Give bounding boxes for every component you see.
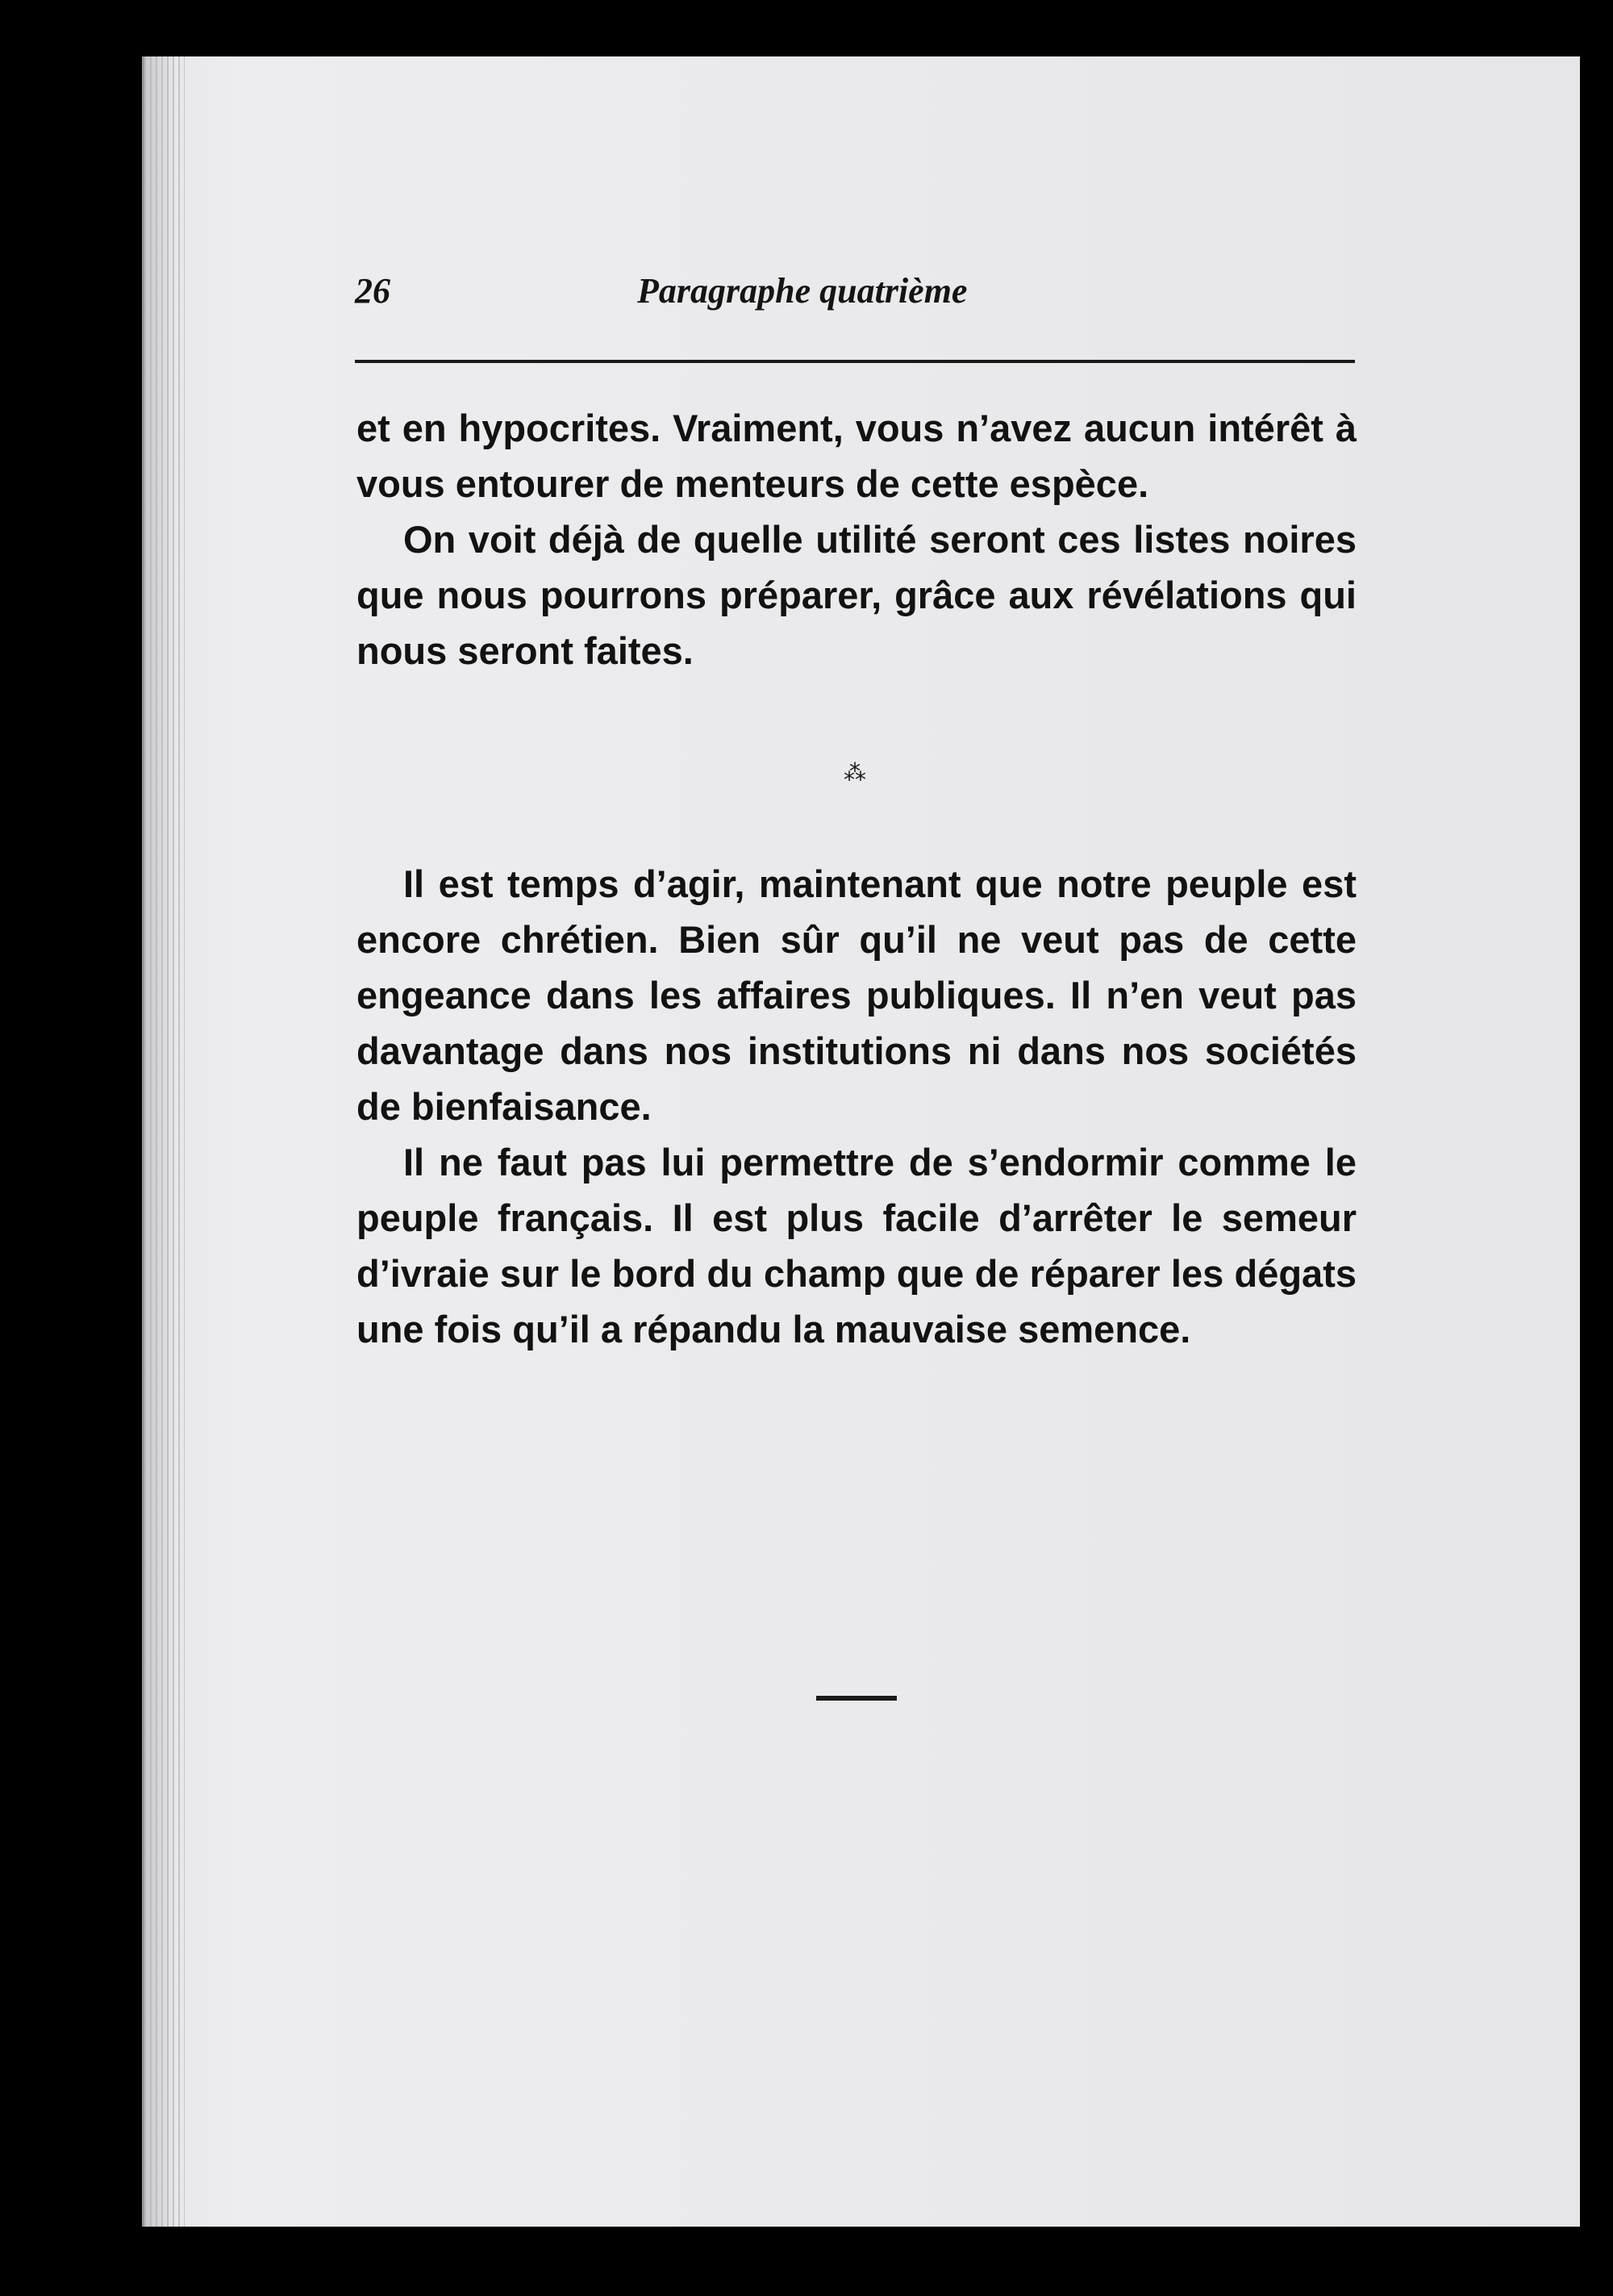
paragraph: Il ne faut pas lui permettre de s’endormir comme le peuple français. Il est plus facile d’arrêter le semeur d’ivraie sur le bord du champ que de réparer les dégats une fois qu’il a répandu la mauvaise semence. — [356, 1141, 1357, 1350]
page-header — [355, 270, 1355, 319]
page-stack-edges — [144, 56, 185, 2227]
page-number: 26 — [355, 271, 390, 311]
asterism-separator: ⁂ — [844, 759, 866, 786]
end-of-section-rule — [816, 1696, 897, 1701]
text-block-top — [356, 400, 1357, 678]
paragraph-continuation: et en hypocrites. Vraiment, vous n’avez aucun intérêt à vous entourer de menteurs de cette espèce. — [356, 407, 1357, 505]
paragraph: Il est temps d’agir, maintenant que notre peuple est encore chrétien. Bien sûr qu’il ne veut pas de cette engeance dans les affaires publiques. Il n’en veut pas davantage dans nos institutions ni dans nos sociétés de bienfaisance. — [356, 862, 1357, 1128]
paragraph: On voit déjà de quelle utilité seront ces listes noires que nous pourrons préparer, grâce aux révélations qui nous seront faites. — [356, 518, 1357, 672]
running-title: Paragraphe quatrième — [637, 271, 968, 311]
text-block-bottom — [356, 856, 1357, 1357]
header-rule — [355, 360, 1355, 363]
